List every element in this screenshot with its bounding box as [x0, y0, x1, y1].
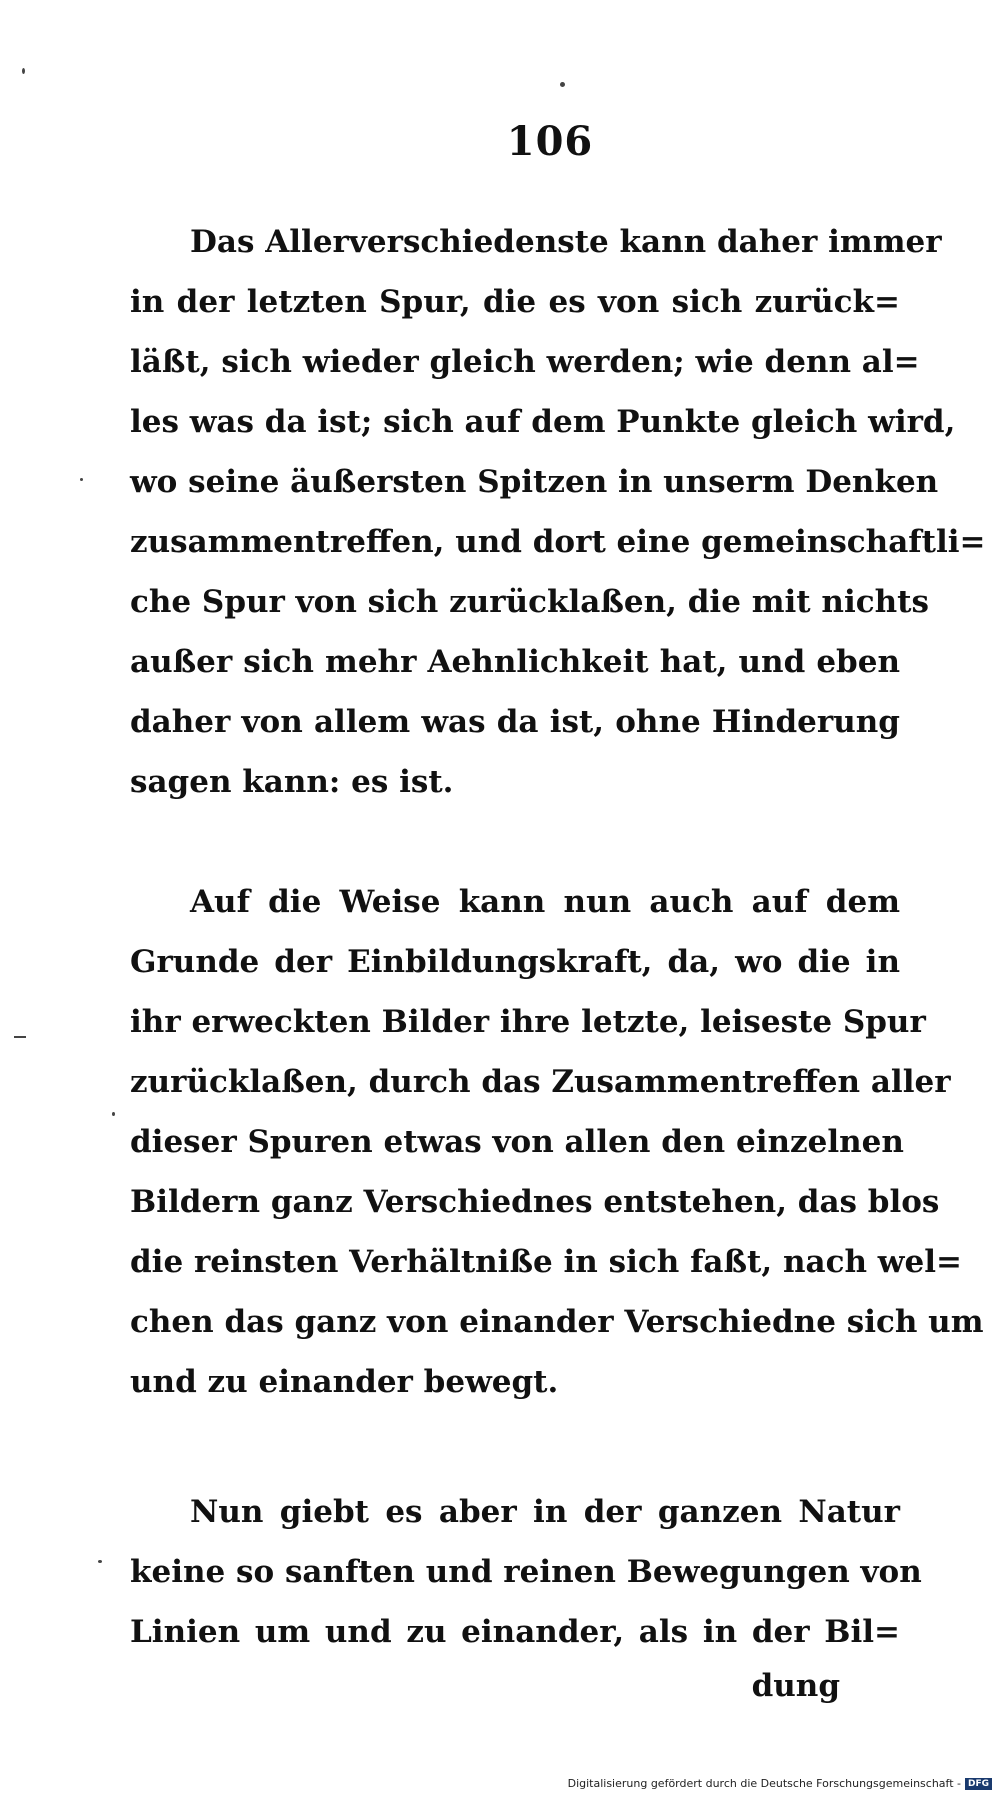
- catchword: dung: [751, 1668, 840, 1704]
- scan-speck: [98, 1560, 102, 1563]
- text-line: daher von allem was da ist, ohne Hinderung: [130, 704, 900, 740]
- text-line: dieser Spuren etwas von allen den einzelnen: [130, 1124, 904, 1160]
- scan-speck: [112, 1112, 115, 1116]
- dfg-logo-icon: DFG: [965, 1778, 992, 1790]
- text-line: in der letzten Spur, die es von sich zurück=: [130, 284, 900, 320]
- text-line: und zu einander bewegt.: [130, 1364, 559, 1400]
- paragraph-1: [130, 212, 986, 812]
- text-line: Grunde der Einbildungskraft, da, wo die in: [130, 944, 900, 980]
- text-line: Bildern ganz Verschiednes entstehen, das blos: [130, 1184, 940, 1220]
- scan-speck: [560, 82, 565, 87]
- digitization-footer: [568, 1777, 992, 1790]
- text-line: zusammentreffen, und dort eine gemeinschaftli=: [130, 524, 986, 560]
- page-number: 106: [506, 118, 594, 165]
- footer-text: Digitalisierung gefördert durch die Deutsche Forschungsgemeinschaft -: [567, 1777, 961, 1790]
- scan-speck: [22, 68, 25, 74]
- scan-speck: [14, 1036, 26, 1038]
- text-line: sagen kann: es ist.: [130, 764, 454, 800]
- text-line: läßt, sich wieder gleich werden; wie denn al=: [130, 344, 920, 380]
- text-line: Das Allerverschiedenste kann daher immer: [190, 224, 942, 260]
- text-line: les was da ist; sich auf dem Punkte gleich wird,: [130, 404, 956, 440]
- text-line: Auf die Weise kann nun auch auf dem: [190, 884, 900, 920]
- text-line: die reinsten Verhältniße in sich faßt, nach wel=: [130, 1244, 962, 1280]
- text-line: außer sich mehr Aehnlichkeit hat, und eben: [130, 644, 900, 680]
- text-line: Linien um und zu einander, als in der Bil=: [130, 1614, 900, 1650]
- text-line: keine so sanften und reinen Bewegungen von: [130, 1554, 922, 1590]
- text-line: ihr erweckten Bilder ihre letzte, leiseste Spur: [130, 1004, 926, 1040]
- text-line: che Spur von sich zurücklaßen, die mit nichts: [130, 584, 929, 620]
- paragraph-3: [130, 1482, 922, 1662]
- paragraph-2: [130, 872, 984, 1412]
- text-line: wo seine äußersten Spitzen in unserm Denken: [130, 464, 939, 500]
- text-line: zurücklaßen, durch das Zusammentreffen aller: [130, 1064, 951, 1100]
- text-line: Nun giebt es aber in der ganzen Natur: [190, 1494, 900, 1530]
- scan-speck: [80, 478, 83, 481]
- text-line: chen das ganz von einander Verschiedne sich um: [130, 1304, 984, 1340]
